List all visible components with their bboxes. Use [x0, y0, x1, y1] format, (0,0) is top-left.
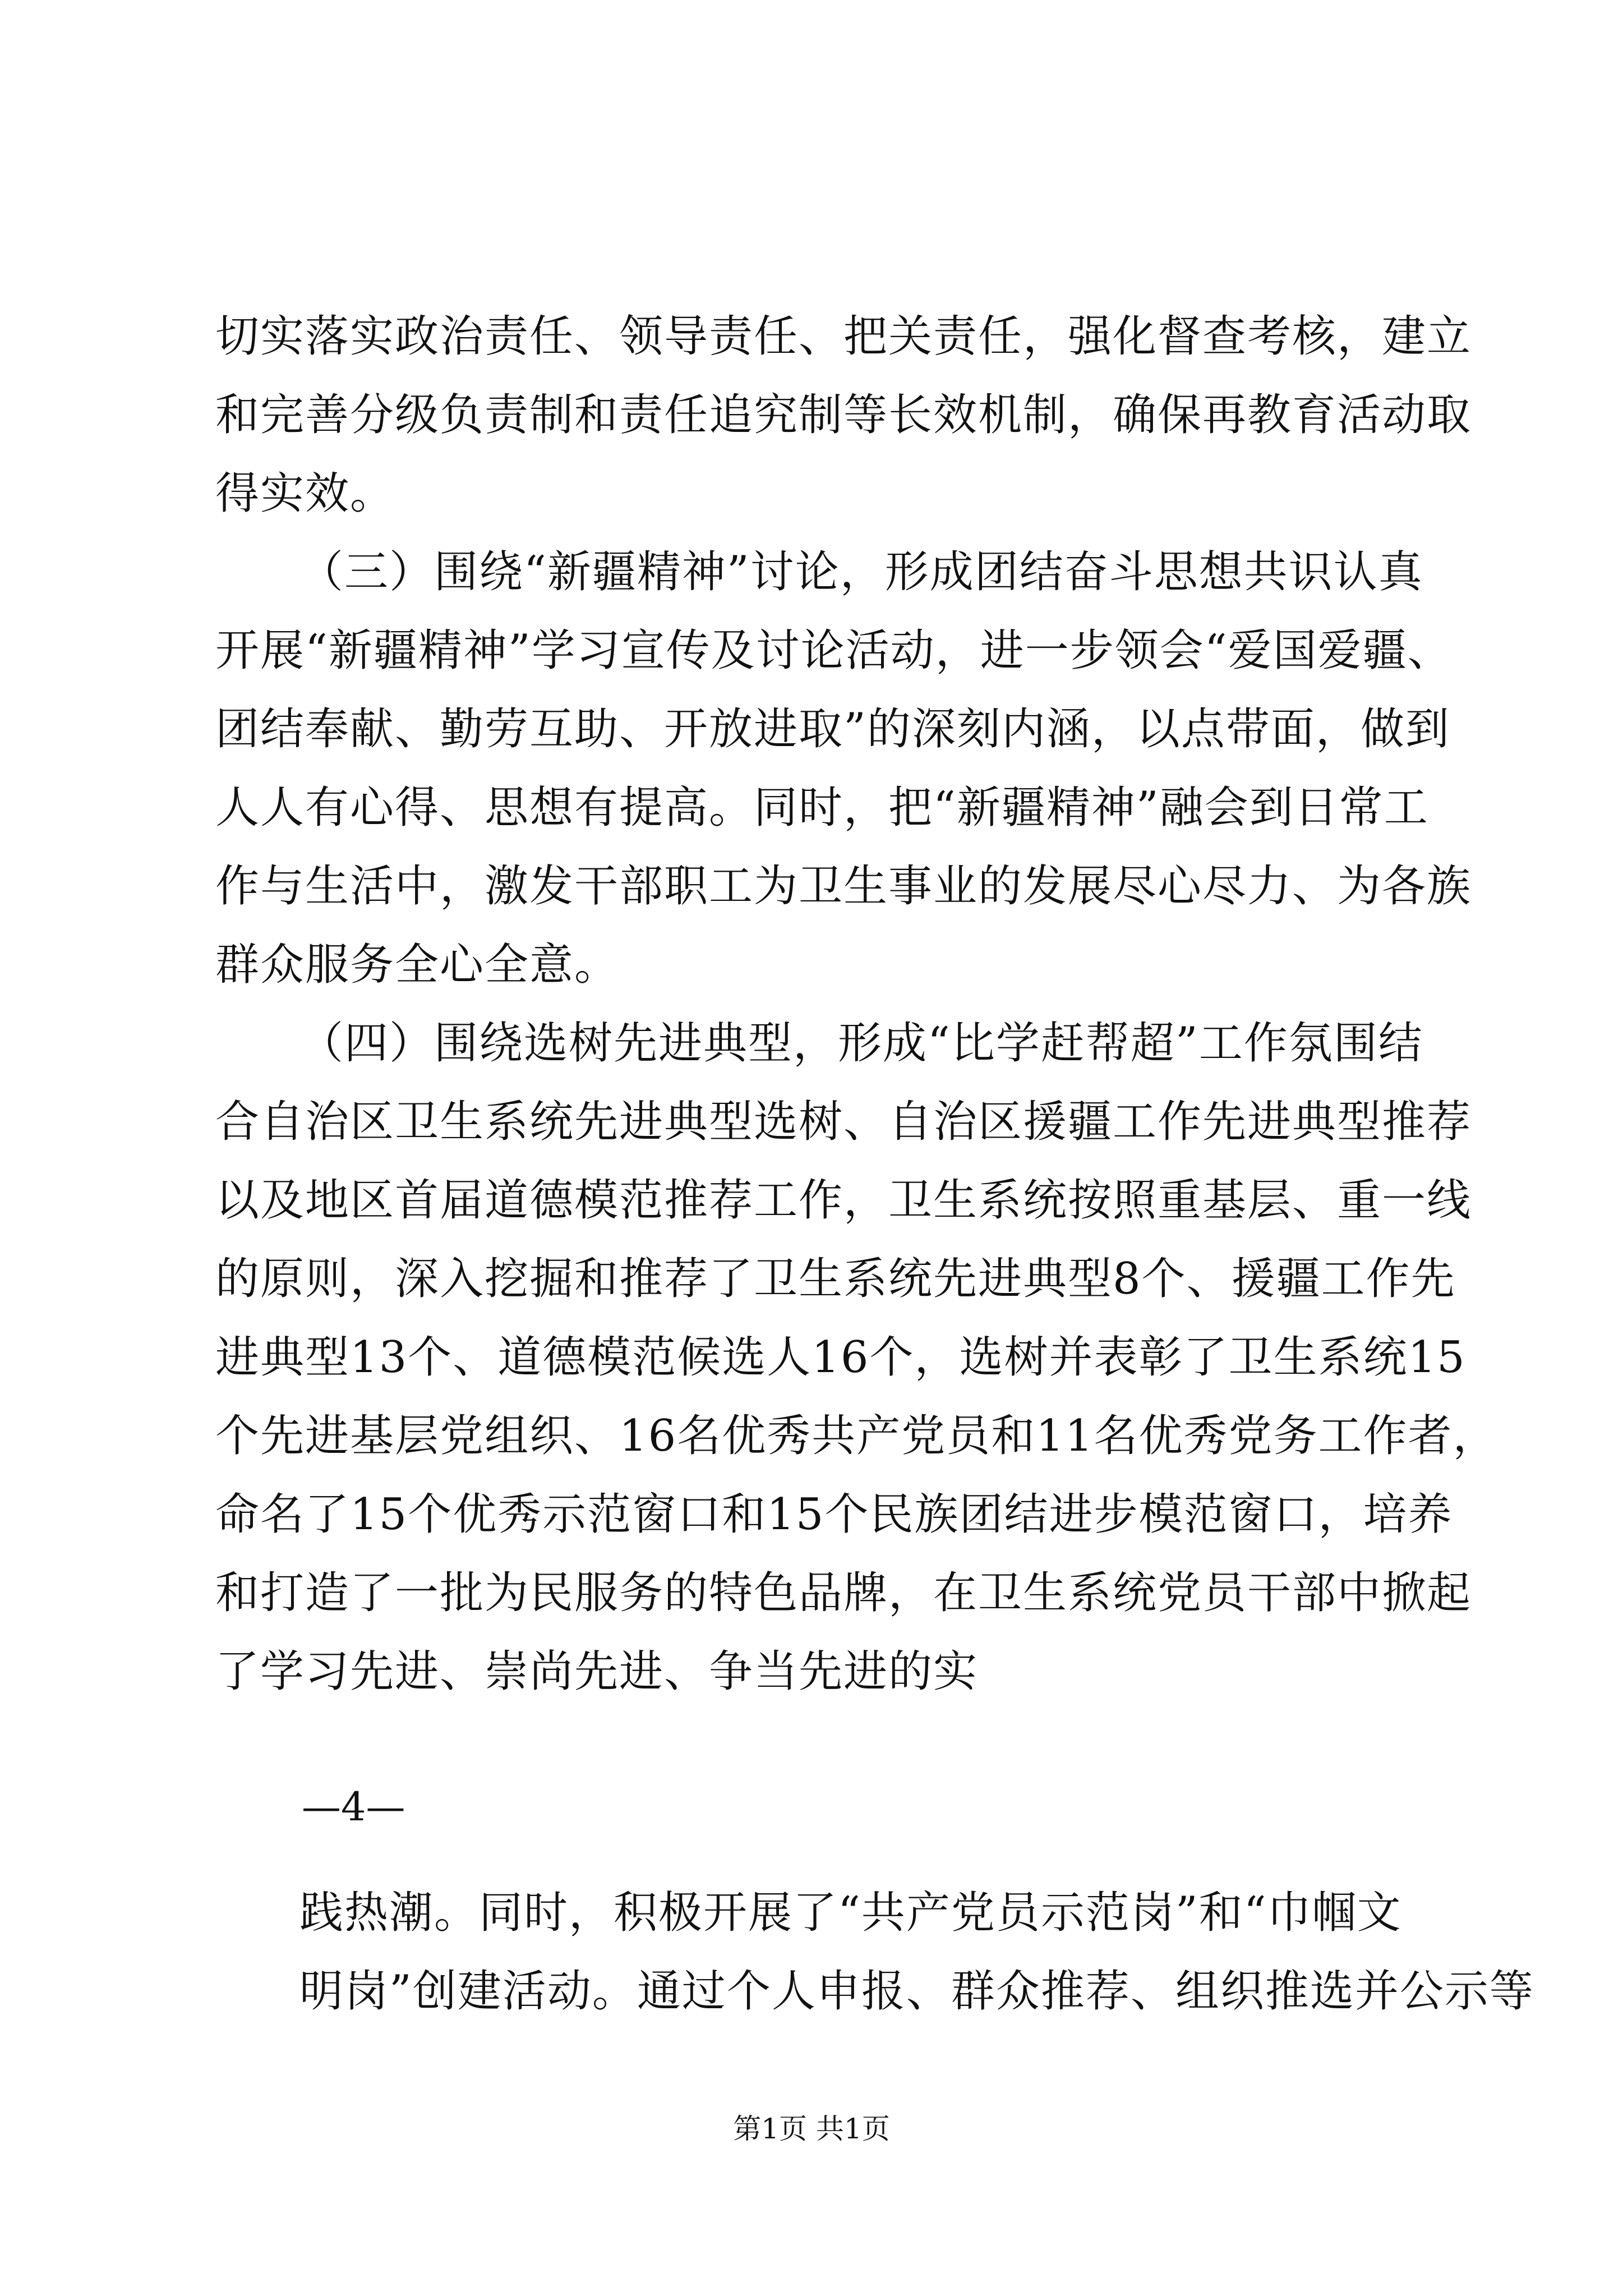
text-line: 命名了15个优秀示范窗口和15个民族团结进步模范窗口，培养: [215, 1489, 1453, 1540]
paragraph-heading-3: （三）围绕“新疆精神”讨论，形成团结奋斗思想共识认真: [299, 547, 1423, 597]
text-line: 人人有心得、思想有提高。同时，把“新疆精神”融会到日常工: [215, 783, 1429, 833]
text-line: 践热潮。同时，积极开展了“共产党员示范岗”和“巾帼文: [299, 1888, 1402, 1938]
text-line: 明岗”创建活动。通过个人申报、群众推荐、组织推选并公示等: [299, 1966, 1534, 2017]
text-line: 群众服务全心全意。: [215, 940, 620, 990]
page-footer: 第1页 共1页: [733, 2113, 890, 2145]
paragraph-heading-4: （四）围绕选树先进典型，形成“比学赶帮超”工作氛围结: [299, 1018, 1423, 1069]
text-line: 进典型13个、道德模范候选人16个，选树并表彰了卫生系统15: [215, 1332, 1466, 1383]
text-line: 团结奉献、勤劳互助、开放进取”的深刻内涵，以点带面，做到: [215, 704, 1450, 754]
text-line: 个先进基层党组织、16名优秀共产党员和11名优秀党务工作者，: [215, 1411, 1498, 1461]
text-line: 得实效。: [215, 468, 395, 519]
text-line: 的原则，深入挖掘和推荐了卫生系统先进典型8个、援疆工作先: [215, 1254, 1456, 1304]
text-line: 切实落实政治责任、领导责任、把关责任，强化督查考核，建立: [215, 311, 1472, 362]
text-line: 作与生活中，激发干部职工为卫生事业的发展尽心尽力、为各族: [215, 861, 1472, 912]
text-line: 和打造了一批为民服务的特色品牌，在卫生系统党员干部中掀起: [215, 1568, 1472, 1618]
text-line: 合自治区卫生系统先进典型选树、自治区援疆工作先进典型推荐: [215, 1097, 1472, 1147]
text-line: 了学习先进、崇尚先进、争当先进的实: [215, 1646, 979, 1697]
page-number-marker: —4—: [302, 1784, 405, 1830]
text-line: 和完善分级负责制和责任追究制等长效机制，确保再教育活动取: [215, 390, 1472, 440]
text-line: 开展“新疆精神”学习宣传及讨论活动，进一步领会“爱国爱疆、: [215, 625, 1453, 676]
text-line: 以及地区首届道德模范推荐工作，卫生系统按照重基层、重一线: [215, 1175, 1472, 1226]
